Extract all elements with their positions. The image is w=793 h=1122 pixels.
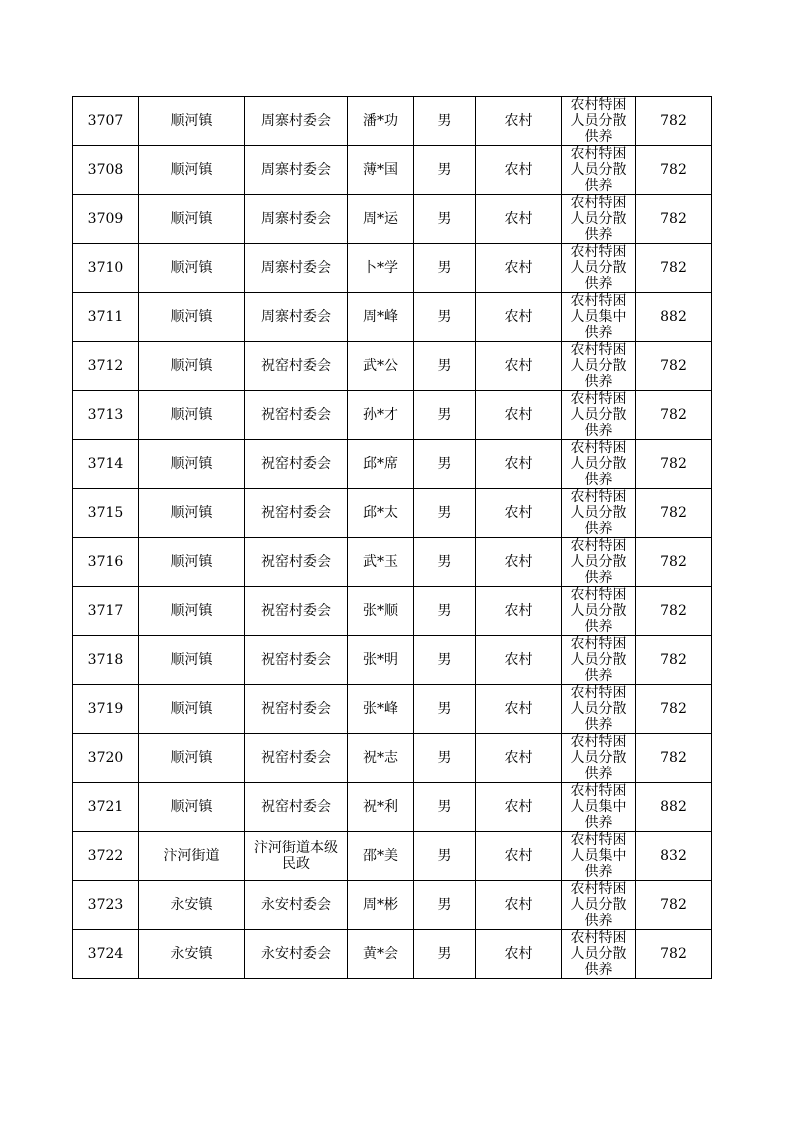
town-cell: 顺河镇 [139,293,245,342]
agency-text: 祝窑村委会 [261,603,331,619]
agency-text: 祝窑村委会 [261,505,331,521]
name-cell: 卜*学 [348,244,414,293]
agency-cell [245,587,348,636]
gender-cell: 男 [414,195,476,244]
serial-number-cell: 3719 [73,685,139,734]
name-cell: 张*明 [348,636,414,685]
residence-cell: 农村 [476,734,562,783]
table-row [73,440,712,489]
category-text: 农村特困人员分散供养 [570,146,627,194]
agency-cell [245,146,348,195]
table-row [73,832,712,881]
residence-cell: 农村 [476,489,562,538]
category-text: 农村特困人员分散供养 [570,636,627,684]
name-cell: 周*运 [348,195,414,244]
category-cell [562,293,636,342]
town-cell: 顺河镇 [139,783,245,832]
table-row [73,734,712,783]
residence-cell: 农村 [476,538,562,587]
town-cell: 顺河镇 [139,244,245,293]
town-cell: 顺河镇 [139,342,245,391]
agency-text: 汴河街道本级民政 [254,840,338,872]
name-cell: 祝*志 [348,734,414,783]
category-cell [562,783,636,832]
residence-cell: 农村 [476,97,562,146]
gender-cell: 男 [414,97,476,146]
table-row [73,391,712,440]
agency-text: 祝窑村委会 [261,554,331,570]
category-text: 农村特困人员分散供养 [570,195,627,243]
agency-cell [245,342,348,391]
category-text: 农村特困人员分散供养 [570,342,627,390]
amount-cell: 782 [636,97,712,146]
gender-cell: 男 [414,587,476,636]
residence-cell: 农村 [476,881,562,930]
category-text: 农村特困人员分散供养 [570,391,627,439]
residence-cell: 农村 [476,685,562,734]
table-row [73,489,712,538]
residence-cell: 农村 [476,391,562,440]
amount-cell: 782 [636,734,712,783]
name-cell: 邵*美 [348,832,414,881]
residence-cell: 农村 [476,440,562,489]
category-cell [562,832,636,881]
agency-text: 祝窑村委会 [261,358,331,374]
category-cell [562,930,636,979]
amount-cell: 782 [636,685,712,734]
serial-number-cell: 3720 [73,734,139,783]
table-row [73,195,712,244]
gender-cell: 男 [414,391,476,440]
gender-cell: 男 [414,146,476,195]
name-cell: 张*峰 [348,685,414,734]
town-cell: 顺河镇 [139,587,245,636]
gender-cell: 男 [414,342,476,391]
residence-cell: 农村 [476,342,562,391]
town-cell: 顺河镇 [139,685,245,734]
table-row [73,930,712,979]
agency-text: 祝窑村委会 [261,701,331,717]
category-text: 农村特困人员分散供养 [570,685,627,733]
residence-cell: 农村 [476,146,562,195]
category-text: 农村特困人员分散供养 [570,97,627,145]
agency-cell [245,930,348,979]
town-cell: 顺河镇 [139,489,245,538]
gender-cell: 男 [414,538,476,587]
category-cell [562,440,636,489]
table-row [73,685,712,734]
name-cell: 武*玉 [348,538,414,587]
category-text: 农村特困人员分散供养 [570,734,627,782]
category-text: 农村特困人员集中供养 [570,783,627,831]
agency-text: 周寨村委会 [261,309,331,325]
serial-number-cell: 3717 [73,587,139,636]
category-cell [562,342,636,391]
agency-text: 祝窑村委会 [261,799,331,815]
table-row [73,783,712,832]
agency-text: 周寨村委会 [261,211,331,227]
category-cell [562,195,636,244]
residence-cell: 农村 [476,783,562,832]
gender-cell: 男 [414,685,476,734]
name-cell: 周*彬 [348,881,414,930]
town-cell: 顺河镇 [139,146,245,195]
agency-cell [245,685,348,734]
serial-number-cell: 3722 [73,832,139,881]
name-cell: 祝*利 [348,783,414,832]
town-cell: 顺河镇 [139,195,245,244]
table-row [73,881,712,930]
agency-text: 永安村委会 [261,946,331,962]
category-cell [562,97,636,146]
amount-cell: 782 [636,930,712,979]
town-cell: 顺河镇 [139,440,245,489]
name-cell: 薄*国 [348,146,414,195]
agency-cell [245,832,348,881]
amount-cell: 782 [636,195,712,244]
serial-number-cell: 3707 [73,97,139,146]
table-row [73,146,712,195]
agency-cell [245,440,348,489]
table-row [73,587,712,636]
name-cell: 邱*席 [348,440,414,489]
category-text: 农村特困人员集中供养 [570,293,627,341]
agency-cell [245,195,348,244]
agency-cell [245,391,348,440]
amount-cell: 782 [636,636,712,685]
gender-cell: 男 [414,881,476,930]
agency-text: 周寨村委会 [261,113,331,129]
table-row [73,636,712,685]
amount-cell: 782 [636,440,712,489]
serial-number-cell: 3721 [73,783,139,832]
serial-number-cell: 3711 [73,293,139,342]
amount-cell: 782 [636,342,712,391]
category-text: 农村特困人员分散供养 [570,538,627,586]
serial-number-cell: 3714 [73,440,139,489]
amount-cell: 882 [636,293,712,342]
agency-cell [245,734,348,783]
table-row [73,244,712,293]
category-cell [562,489,636,538]
amount-cell: 832 [636,832,712,881]
town-cell: 汴河街道 [139,832,245,881]
amount-cell: 882 [636,783,712,832]
agency-cell [245,244,348,293]
residence-cell: 农村 [476,832,562,881]
gender-cell: 男 [414,930,476,979]
beneficiary-table [72,96,712,979]
amount-cell: 782 [636,587,712,636]
residence-cell: 农村 [476,244,562,293]
category-text: 农村特困人员分散供养 [570,244,627,292]
gender-cell: 男 [414,293,476,342]
agency-cell [245,783,348,832]
town-cell: 顺河镇 [139,97,245,146]
town-cell: 顺河镇 [139,538,245,587]
serial-number-cell: 3724 [73,930,139,979]
agency-cell [245,881,348,930]
residence-cell: 农村 [476,930,562,979]
town-cell: 顺河镇 [139,734,245,783]
amount-cell: 782 [636,244,712,293]
amount-cell: 782 [636,391,712,440]
name-cell: 潘*功 [348,97,414,146]
category-cell [562,538,636,587]
gender-cell: 男 [414,734,476,783]
gender-cell: 男 [414,489,476,538]
agency-text: 祝窑村委会 [261,456,331,472]
residence-cell: 农村 [476,636,562,685]
town-cell: 顺河镇 [139,391,245,440]
name-cell: 武*公 [348,342,414,391]
category-cell [562,636,636,685]
category-text: 农村特困人员分散供养 [570,881,627,929]
town-cell: 顺河镇 [139,636,245,685]
category-cell [562,244,636,293]
agency-cell [245,293,348,342]
residence-cell: 农村 [476,587,562,636]
serial-number-cell: 3715 [73,489,139,538]
agency-text: 祝窑村委会 [261,652,331,668]
category-cell [562,146,636,195]
amount-cell: 782 [636,538,712,587]
serial-number-cell: 3713 [73,391,139,440]
category-cell [562,734,636,783]
amount-cell: 782 [636,489,712,538]
town-cell: 永安镇 [139,881,245,930]
agency-cell [245,636,348,685]
agency-text: 周寨村委会 [261,260,331,276]
category-cell [562,391,636,440]
agency-text: 周寨村委会 [261,162,331,178]
category-cell [562,881,636,930]
gender-cell: 男 [414,244,476,293]
agency-text: 祝窑村委会 [261,750,331,766]
agency-text: 祝窑村委会 [261,407,331,423]
category-cell [562,685,636,734]
category-text: 农村特困人员集中供养 [570,832,627,880]
name-cell: 邱*太 [348,489,414,538]
town-cell: 永安镇 [139,930,245,979]
table-row [73,538,712,587]
name-cell: 黄*会 [348,930,414,979]
residence-cell: 农村 [476,293,562,342]
agency-cell [245,97,348,146]
category-text: 农村特困人员分散供养 [570,440,627,488]
agency-cell [245,538,348,587]
name-cell: 张*顺 [348,587,414,636]
table-row [73,342,712,391]
category-text: 农村特困人员分散供养 [570,489,627,537]
serial-number-cell: 3709 [73,195,139,244]
table-body [73,97,712,979]
serial-number-cell: 3712 [73,342,139,391]
category-cell [562,587,636,636]
gender-cell: 男 [414,832,476,881]
table-row [73,97,712,146]
amount-cell: 782 [636,146,712,195]
serial-number-cell: 3723 [73,881,139,930]
agency-cell [245,489,348,538]
residence-cell: 农村 [476,195,562,244]
category-text: 农村特困人员分散供养 [570,930,627,978]
agency-text: 永安村委会 [261,897,331,913]
serial-number-cell: 3718 [73,636,139,685]
table-row [73,293,712,342]
gender-cell: 男 [414,440,476,489]
amount-cell: 782 [636,881,712,930]
name-cell: 孙*才 [348,391,414,440]
category-text: 农村特困人员分散供养 [570,587,627,635]
serial-number-cell: 3716 [73,538,139,587]
gender-cell: 男 [414,636,476,685]
name-cell: 周*峰 [348,293,414,342]
serial-number-cell: 3710 [73,244,139,293]
serial-number-cell: 3708 [73,146,139,195]
gender-cell: 男 [414,783,476,832]
